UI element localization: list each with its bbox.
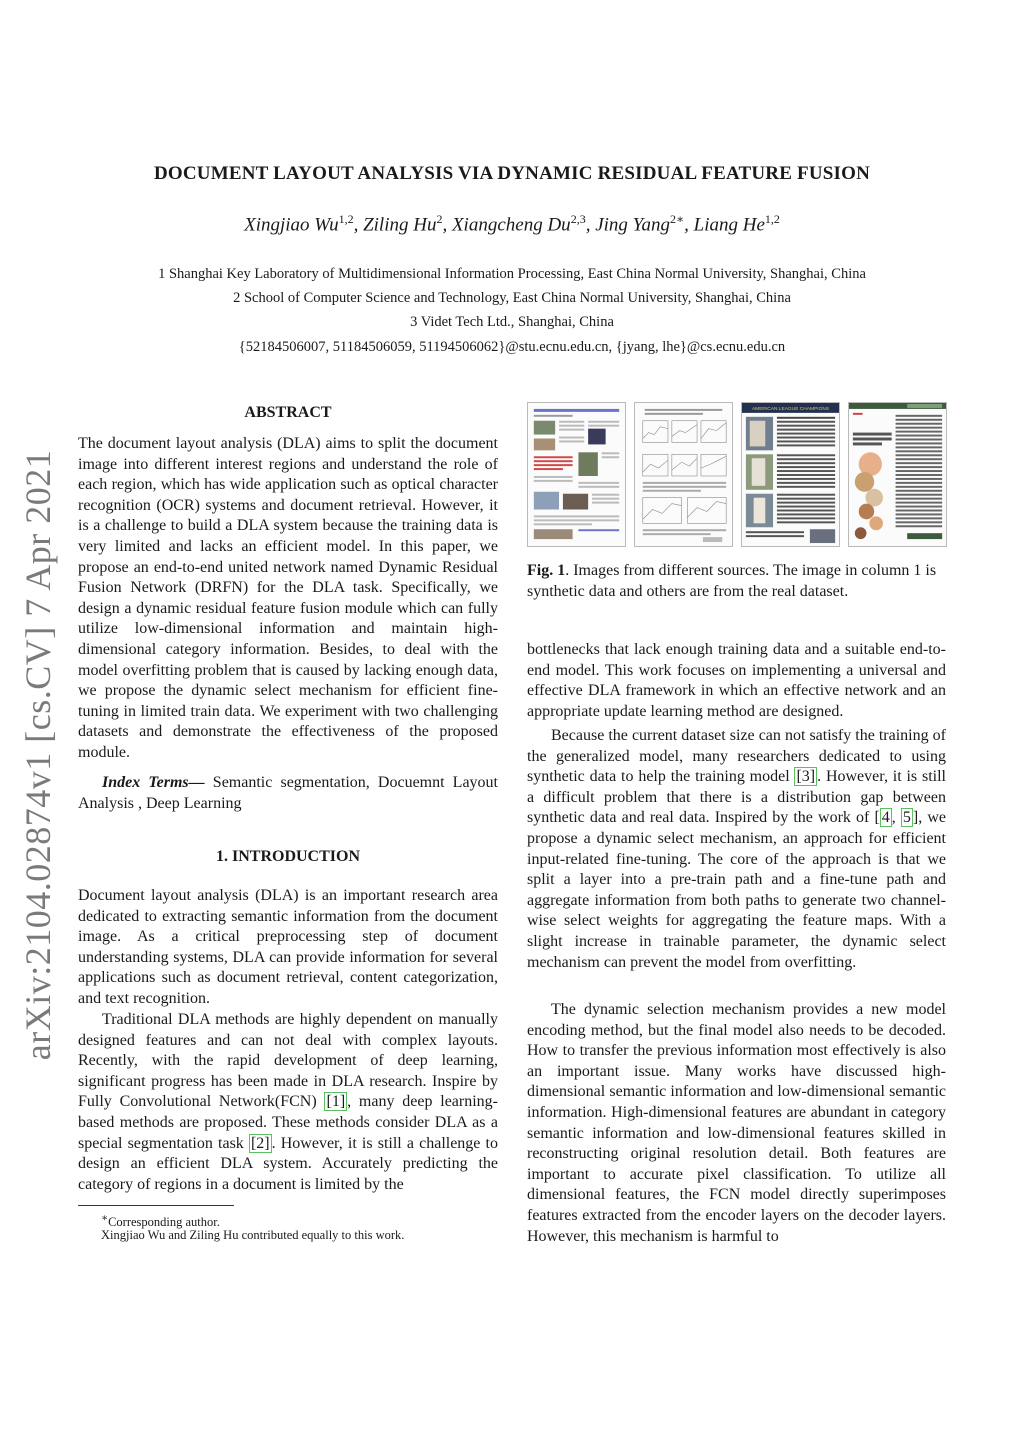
footnote-mark: ∗ — [101, 1213, 109, 1224]
paper-title: DOCUMENT LAYOUT ANALYSIS VIA DYNAMIC RESIDUAL FEATURE FUSION — [153, 163, 871, 184]
magazine-banner-text: AMERICAN LEAGUE CHAMPIONS — [751, 406, 830, 412]
figure-thumbnail-magazine — [741, 402, 840, 547]
index-terms-text: Semantic segmentation, Docuemnt Layout Analysis , Deep Learning — [78, 774, 499, 812]
author-affiliation-mark: 2 — [436, 212, 443, 226]
author-separator: , — [442, 214, 452, 236]
author-affiliation-mark: 1,2 — [764, 212, 780, 226]
figure-1 — [527, 402, 947, 547]
figure-thumbnail-charts — [634, 402, 733, 547]
citation-link-3[interactable]: [3] — [796, 768, 816, 786]
figure-caption-text: . Images from different sources. The image in column 1 is synthetic data and others are from the real dataset. — [527, 562, 937, 600]
author-name: Liang He — [693, 214, 765, 236]
intro-p2-text-a: Traditional DLA methods are highly dependent on manually designed features and can not deal with complex layouts. Recently, with the rapid development of deep learning, significant progress has been made in DLA research. Inspire by Fully Convolutional Network(FCN) — [78, 1011, 498, 1111]
footnote-equal-contribution: Xingjiao Wu and Ziling Hu contributed equally to this work. — [101, 1228, 405, 1242]
author-affiliation-mark: 2∗ — [669, 212, 685, 226]
intro-p2-text-c: . However, it is still a challenge to design an efficient DLA system. Accurately predicting the category of regions in a document is limited by the — [78, 1134, 498, 1193]
author-name: Ziling Hu — [363, 214, 437, 236]
index-terms — [78, 773, 498, 814]
right-p2-separator: , — [891, 809, 901, 827]
author-separator: , — [684, 214, 694, 236]
figure-1-caption — [527, 561, 947, 602]
footnote-corresponding-text: Corresponding author. — [108, 1215, 220, 1230]
citation-link-5[interactable]: 5 — [902, 809, 911, 827]
abstract-text: The document layout analysis (DLA) aims to split the document image into different interest regions and understand the role of each region, which has wide application such as optical character recognition (OCR) systems and document retrieval. However, it is a challenge to build a DLA system because the training data is very limited and lacks an efficient model. In this paper, we propose an end-to-end united network named Dynamic Residual Fusion Network (DRFN) for the DLA task. Specifically, we design a dynamic residual feature fusion module which can fully utilize low-dimensional information and maintain high-dimensional category information. Besides, to deal with the model overfitting problem that is caused by lacking enough data, we propose the dynamic select mechanism for efficient fine-tuning in limited train data. We experiment with two challenging datasets and demonstrate the effectiveness of the proposed module. — [78, 435, 498, 761]
right-paragraph-1: bottlenecks that lack enough training data and a suitable end-to-end model. This work focuses on implementing a universal and effective DLA framework in which an effective network and an appropriate update learning method are designed. — [527, 641, 946, 720]
affiliation-1: 1 Shanghai Key Laboratory of Multidimensional Information Processing, East China Normal University, Shanghai, China — [158, 266, 866, 282]
right-p2-text-a: Because the current dataset size can not satisfy the training of the generalized model, many researchers dedicated to using synthetic data to help the training model — [527, 727, 946, 786]
author-list — [0, 212, 1024, 236]
citation-link-2[interactable]: [2] — [250, 1134, 270, 1152]
footnote-divider — [78, 1205, 234, 1206]
abstract-heading: ABSTRACT — [244, 404, 332, 421]
figure-label: Fig. 1 — [527, 562, 566, 579]
intro-p2-text-b: , many deep learning-based methods are proposed. These methods consider DLA as a special segmentation task — [78, 1093, 499, 1152]
author-name: Jing Yang — [595, 214, 670, 236]
affiliation-3: 3 Videt Tech Ltd., Shanghai, China — [410, 314, 614, 330]
right-p2-text-b: . However, it is still a difficult problem that there is a distribution gap between synthetic data and real data. Inspired by the work of [ — [527, 768, 946, 827]
abstract-section — [78, 404, 498, 422]
author-separator: , — [585, 214, 596, 236]
author-name: Xingjiao Wu — [244, 214, 339, 236]
right-paragraph-2 — [527, 726, 946, 973]
right-paragraph-3: The dynamic selection mechanism provides a new model encoding method, but the final model also needs to be decoded. How to transfer the previous information most effectively is also an important issue. Many works have discussed high-dimensional semantic information and low-dimensional semantic information. High-dimensional features are abundant in category semantic information and low-dimensional features skilled in reconstructing original resolution detail. Both features are important to accurate pixel classification. To utilize all dimensional features, the FCN model directly superimposes features extracted from the encoder layers on the decoder layers. However, this mechanism is harmful to — [527, 1001, 946, 1245]
author-affiliation-mark: 1,2 — [338, 212, 354, 226]
citation-link-4[interactable]: 4 — [881, 809, 890, 827]
citation-link-1[interactable]: [1] — [326, 1093, 346, 1111]
right-p2-text-c: ], we propose a dynamic select mechanism, an approach for efficient input-related fine-tuning. The core of the approach is that we split a layer into a pre-train path and a fine-tune path and aggregate information from both paths to generate two channel-wise select weights for aggregating the feature maps. With a slight increase in trainable parameter, the dynamic select mechanism can prevent the model from overfitting. — [527, 809, 947, 971]
author-emails: {52184506007, 51184506059, 51194506062}@stu.ecnu.edu.cn, {jyang, lhe}@cs.ecnu.edu.cn — [238, 339, 786, 355]
author-separator: , — [353, 214, 364, 236]
author-name: Xiangcheng Du — [451, 214, 571, 236]
intro-paragraph-2 — [78, 1010, 498, 1195]
intro-paragraph-1: Document layout analysis (DLA) is an important research area dedicated to extracting semantic information from the document image. As a critical preprocessing step of document understanding systems, DLA can provide information for several applications such as document retrieval, content categorization, and text recognition. — [78, 887, 498, 1007]
introduction-heading: 1. INTRODUCTION — [215, 848, 360, 865]
author-affiliation-mark: 2,3 — [570, 212, 586, 226]
arxiv-identifier — [8, 449, 68, 1061]
figure-thumbnail-article — [848, 402, 947, 547]
introduction-section — [78, 848, 498, 866]
arxiv-id-text: arXiv:2104.02874v1 [cs.CV] 7 Apr 2021 — [18, 449, 59, 1061]
affiliation-2: 2 School of Computer Science and Technology, East China Normal University, Shanghai, China — [233, 290, 791, 306]
figure-thumbnail-synthetic — [527, 402, 626, 547]
index-terms-label: Index Terms— — [102, 774, 205, 791]
